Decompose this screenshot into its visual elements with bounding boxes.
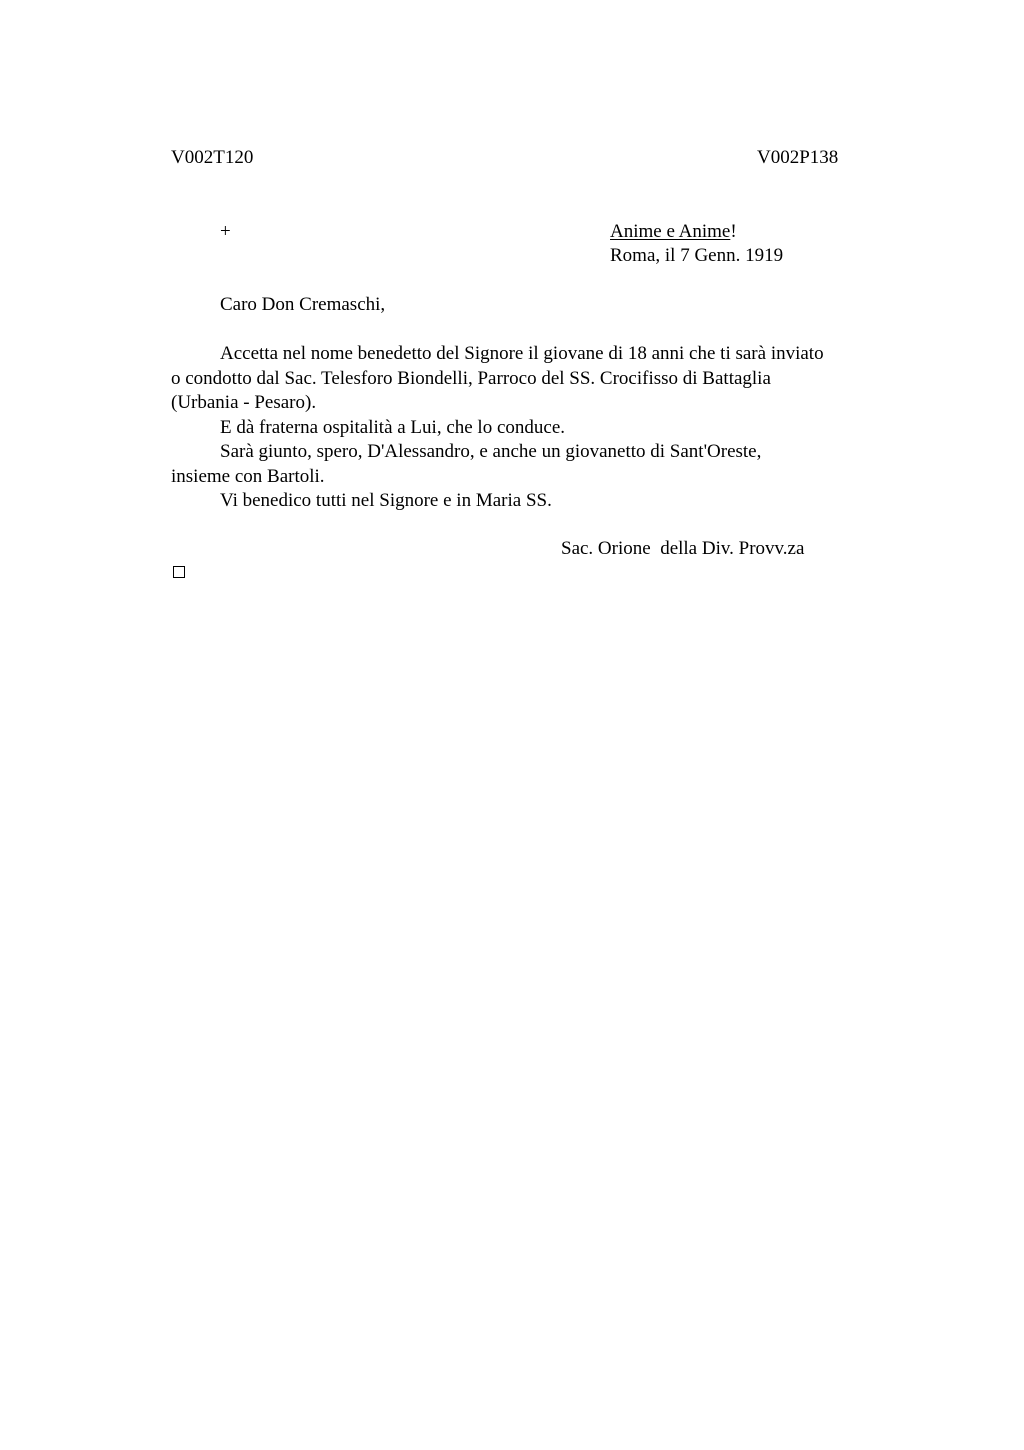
motto-suffix: ! [730, 221, 737, 242]
body-line-4: E dà fraterna ospitalità a Lui, che lo conduce. [220, 416, 566, 438]
body-line-5: Sarà giunto, spero, D'Alessandro, e anche un giovanetto di Sant'Oreste, [220, 441, 762, 462]
header-right-code: V002P138 [757, 147, 839, 168]
motto-underlined: Anime e Anime [610, 221, 731, 242]
cross-symbol: + [220, 221, 231, 242]
body-line-1: Accetta nel nome benedetto del Signore il giovane di 18 anni che ti sarà inviato [220, 343, 824, 364]
letter-body [171, 342, 891, 514]
body-line-3: (Urbania - Pesaro). [171, 392, 317, 413]
salutation: Caro Don Cremaschi, [220, 294, 386, 315]
body-line-7: Vi benedico tutti nel Signore e in Maria SS. [220, 490, 552, 511]
header-left-code: V002T120 [171, 147, 254, 168]
body-line-6: insieme con Bartoli. [171, 465, 325, 487]
body-line-2: o condotto dal Sac. Telesforo Biondelli, Parroco del SS. Crocifisso di Battaglia [171, 367, 771, 389]
motto [610, 220, 737, 245]
end-square-icon [173, 566, 185, 578]
signature: Sac. Orione della Div. Provv.za [561, 538, 805, 559]
place-date: Roma, il 7 Genn. 1919 [610, 245, 784, 266]
